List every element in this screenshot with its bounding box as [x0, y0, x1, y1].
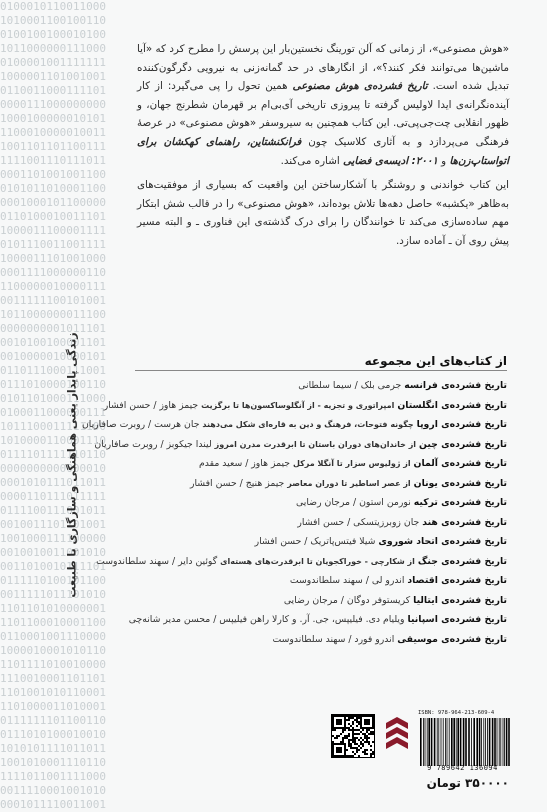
book-title-mention: فرانکنشتاین، راهنمای کهکشان برای اتواستاپ‌زن‌ها — [137, 135, 509, 167]
book-authors: لیندا جیکوبز / روبرت صافاریان — [94, 438, 212, 450]
spine-text-box — [58, 300, 86, 630]
description-paragraph — [137, 40, 509, 170]
book-title: تاریخ فشرده‌ی اسپانیا — [407, 614, 507, 625]
book-authors: نورمن استون / مرجان رضایی — [296, 497, 411, 508]
isbn-number: ISBN: 978-964-213-609-4 — [418, 710, 495, 716]
list-item — [125, 610, 507, 630]
list-item — [125, 591, 507, 611]
book-title-mention: تاریخ فشرده‌ی هوش مصنوعی — [292, 80, 428, 93]
book-description — [137, 40, 509, 257]
book-authors: جان هرست / روبرت صافاریان — [81, 419, 200, 430]
publisher-logo — [382, 715, 412, 755]
book-title: تاریخ فشرده‌ی چین — [419, 438, 507, 450]
description-text: این کتاب خواندنی و روشنگر با آشکارساختن این واقعیت که بسیاری از موفقیت‌های به‌ظاهر «یکشبه» حاصل دهه‌ها تلاش بوده‌اند، «هوش مصنوعی» را در قالب شش ابتکار مهم ساده‌سازی می‌کند تا خوانندگان را برای درک گذشته‌ی این فناوری ـ و البته مسیر پیش روی آن ـ آماده سازد. — [137, 179, 509, 247]
book-subtitle: از شکارچی - خوراکجویان تا ابرقدرت‌های هسته‌ای — [220, 556, 415, 566]
description-text: و — [437, 154, 450, 167]
description-text: همین تحول را پی می‌گیرد: از کار آینده‌نگرانه‌ی ایدا لاولیس گرفته تا پیروزی تاریخی آی‌بی‌ام بر قهرمان شطرنج جهان، و ظهور انقلابی چت‌جی‌پی‌تی. این کتاب همچنین به سیروسفر «هوش مصنوعی» در عرصهٔ فرهنگی می‌پردازد و به آثاری کلاسیک چون — [137, 80, 510, 148]
book-authors: جیمز هاوز / حسن افشار — [103, 399, 199, 411]
book-authors: ویلیام دی. فیلیپس، جی. آر. و کارلا راهن فیلیپس / محسن مدیر شانه‌چی — [128, 614, 405, 625]
series-title: از کتاب‌های این مجموعه — [364, 354, 507, 368]
list-item — [94, 435, 507, 455]
list-item — [125, 571, 507, 591]
book-authors: جیمز هاوز / سعید مقدم — [199, 458, 291, 469]
book-title: تاریخ فشرده‌ی اقتصاد — [407, 575, 507, 586]
book-title: تاریخ فشرده‌ی اروپا — [416, 419, 507, 430]
book-authors: گوئین دایر / سهند سلطاندوست — [96, 555, 218, 567]
price: ۳۵۰۰۰۰ تومان — [426, 776, 509, 790]
list-item — [125, 376, 507, 396]
book-authors: جیمز هنیج / حسن افشار — [189, 477, 285, 489]
list-item — [125, 630, 507, 650]
list-item — [81, 415, 507, 435]
book-title: تاریخ فشرده‌ی جنگ — [417, 555, 507, 567]
book-title: تاریخ فشرده‌ی فرانسه — [404, 380, 507, 391]
list-item — [96, 552, 507, 572]
book-title: تاریخ فشرده‌ی اتحاد شوروی — [378, 536, 507, 547]
qr-code — [331, 714, 375, 758]
book-title: تاریخ فشرده‌ی موسیقی — [397, 633, 507, 645]
list-item — [125, 532, 507, 552]
list-item — [125, 493, 507, 513]
book-title: تاریخ فشرده‌ی آلمان — [413, 458, 507, 469]
book-title-mention: ۲۰۰۱: ادیسه‌ی فضایی — [342, 154, 438, 167]
series-book-list — [81, 376, 507, 649]
book-authors: شیلا فیتس‌پاتریک / حسن افشار — [254, 536, 376, 547]
book-subtitle: چگونه فتوحات، فرهنگ و دین به قاره‌ای شکل می‌دهند — [202, 420, 414, 429]
book-subtitle: از عصر اساطیر تا دوران معاصر — [287, 478, 411, 488]
book-title: تاریخ فشرده‌ی یونان — [413, 477, 507, 489]
book-authors: جان زوبرزیتسکی / حسن افشار — [297, 516, 420, 528]
list-item — [125, 454, 507, 474]
description-paragraph — [137, 176, 509, 250]
book-title: تاریخ فشرده‌ی هند — [422, 516, 507, 528]
list-item — [125, 513, 507, 533]
book-authors: جرمی بلک / سیما سلطانی — [298, 380, 402, 391]
book-title: تاریخ فشرده‌ی ایتالیا — [413, 594, 507, 606]
binary-background-pattern: 0100010110011000 1010001100100110 0100100100010100 1011000000111000 0100001001111111 1000001101001001 0110011000111101 0000111000000000 1000100000010101 1100010000010011 1001101101100111 1111001110111011 0001101001001100 0101011010001100 0001000101100000 0110100010011101 1000011100001111 0101110011001111 1000011101001000 0001111000000110 1100000010000111 0011111100101001 1011000000011100 0000000001011101 0010100100001101 0010000010000101 0110111000111001 0111010000100110 0101101000111000 0100011000000111 1011100011111100 1010000110001110 0111101111110110 0000000000000010 0001010111011011 0000110111011111 0111100111001011 0010011101101001 1001000111100000 0010010011001010 0011010010111101 0111110100101100 0011111011101010 1101101010000001 1101100010001100 0110001001110000 1000010001010110 1101111010010000 1110010001101101 1101001010110001 1101000011010001 0111111101100110 0111010100010010 1010101111011011 1001010001110110 1111011001111000 0011110001001010 0001011110011001 — [0, 0, 106, 811]
description-text: اشاره می‌کند. — [280, 154, 343, 167]
book-authors: اندرو لی / سهند سلطاندوست — [289, 575, 405, 586]
book-subtitle: امپراتوری و تجزیه - از آنگلوساکسون‌ها تا برگزیت — [201, 400, 395, 410]
spine-slogan: زندگی پایدار یعنی هماهنگی و سازگاری با طبیعت — [65, 332, 79, 598]
book-title: تاریخ فشرده‌ی ترکیه — [413, 497, 507, 508]
description-text: «هوش مصنوعی»، از زمانی که آلن تورینگ نخستین‌بار این پرسش را مطرح کرد که «آیا ماشین‌ها می‌توانند فکر کنند؟»، از انگارهای در حد گمانه‌زنی به نیرویی دگرگون‌کننده تبدیل شده است. — [137, 43, 509, 93]
series-title-underline — [135, 370, 507, 371]
barcode — [418, 718, 513, 766]
book-authors: کریستوفر دوگان / مرجان رضایی — [283, 594, 411, 606]
book-subtitle: از خاندان‌های دوران باستان تا ابرقدرت مدرن امروز — [214, 439, 417, 449]
book-subtitle: از ژولیوس سزار تا آنگلا مرکل — [293, 459, 411, 468]
barcode-number: 9 789642 136094 — [427, 764, 498, 772]
list-item — [125, 474, 507, 494]
list-item — [103, 396, 507, 416]
book-title: تاریخ فشرده‌ی انگلستان — [397, 399, 507, 411]
book-authors: اندرو فورد / سهند سلطاندوست — [272, 633, 395, 645]
